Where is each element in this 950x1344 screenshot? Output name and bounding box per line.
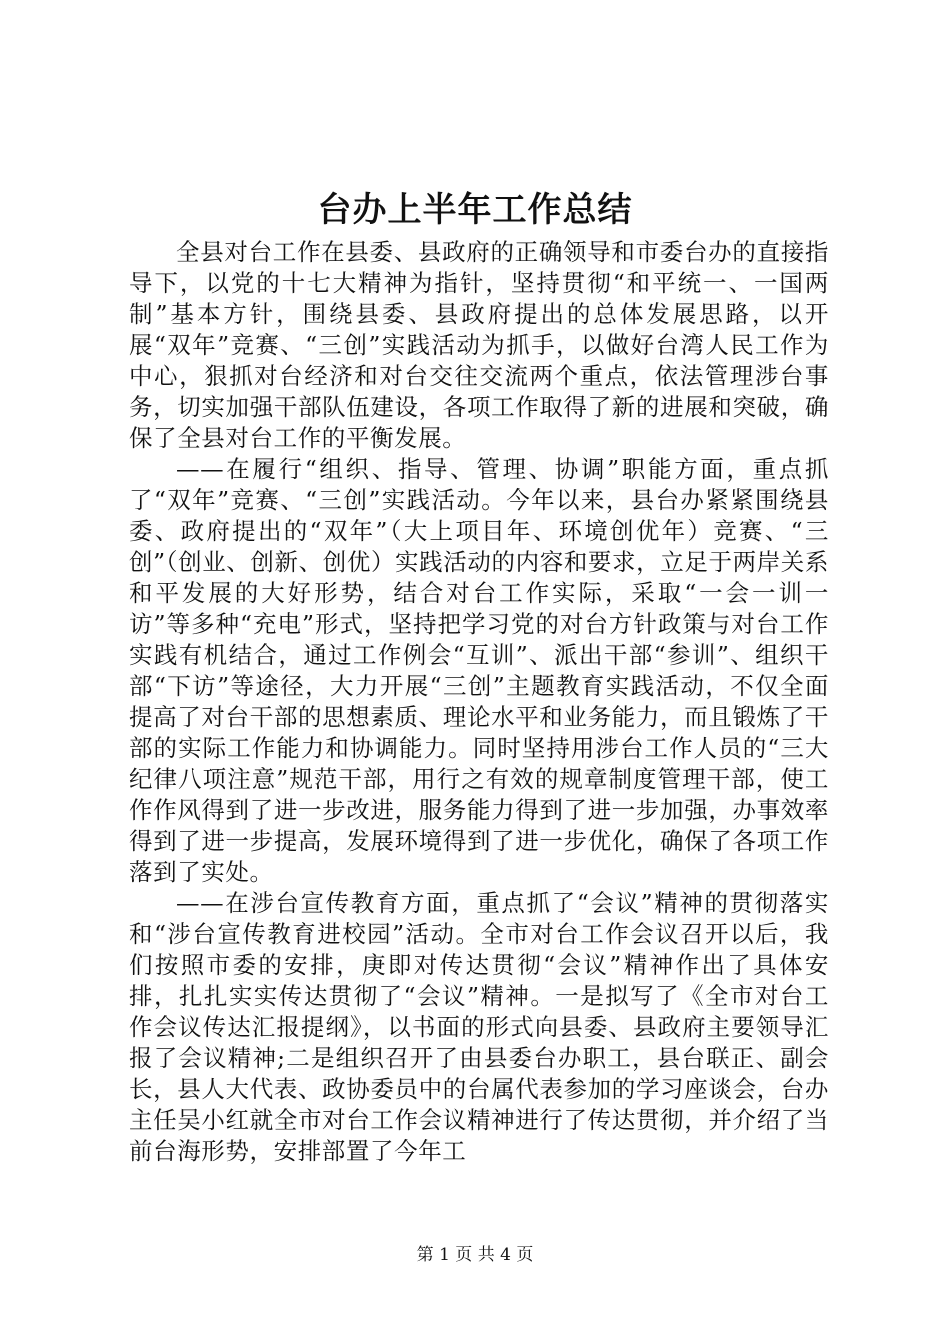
paragraph-publicity: ——在涉台宣传教育方面，重点抓了“会议”精神的贯彻落实和“涉台宣传教育进校园”活动。全市对台工作会议召开以后，我们按照市委的安排，庚即对传达贯彻“会议”精神作出了具体安排，扎扎实实传达贯彻了“会议”精神。一是拟写了《全市对台工作会议传达汇报提纲》，以书面的形式向县委、县政府主要领导汇报了会议精神;二是组织召开了由县委台办职工，县台联正、副会长，县人大代表、政协委员中的台属代表参加的学习座谈会，台办主任吴小红就全市对台工作会议精神进行了传达贯彻，并介绍了当前台海形势，安排部置了今年工 [129,889,829,1165]
document-body [129,237,829,1167]
document-title: 台办上半年工作总结 [317,190,633,230]
page-number-footer: 第 1 页 共 4 页 [416,1245,534,1265]
paragraph-intro: 全县对台工作在县委、县政府的正确领导和市委台办的直接指导下，以党的十七大精神为指针，坚持贯彻“和平统一、一国两制”基本方针，围绕县委、县政府提出的总体发展思路，以开展“双年”竞赛、“三创”实践活动为抓手，以做好台湾人民工作为中心，狠抓对台经济和对台交往交流两个重点，依法管理涉台事务，切实加强干部队伍建设，各项工作取得了新的进展和突破，确保了全县对台工作的平衡发展。 [129,238,829,452]
paragraph-functions: ——在履行“组织、指导、管理、协调”职能方面，重点抓了“双年”竞赛、“三创”实践活动。今年以来，县台办紧紧围绕县委、政府提出的“双年”（大上项目年、环境创优年）竞赛、“三创”（创业、创新、创优）实践活动的内容和要求，立足于两岸关系和平发展的大好形势，结合对台工作实际，采取“一会一训一访”等多种“充电”形式，坚持把学习党的对台方针政策与对台工作实践有机结合，通过工作例会“互训”、派出干部“参训”、组织干部“下访”等途径，大力开展“三创”主题教育实践活动，不仅全面提高了对台干部的思想素质、理论水平和业务能力，而且锻炼了干部的实际工作能力和协调能力。同时坚持用涉台工作人员的“三大纪律八项注意”规范干部，用行之有效的规章制度管理干部，使工作作风得到了进一步改进，服务能力得到了进一步加强，办事效率得到了进一步提高，发展环境得到了进一步优化，确保了各项工作落到了实处。 [129,455,829,886]
